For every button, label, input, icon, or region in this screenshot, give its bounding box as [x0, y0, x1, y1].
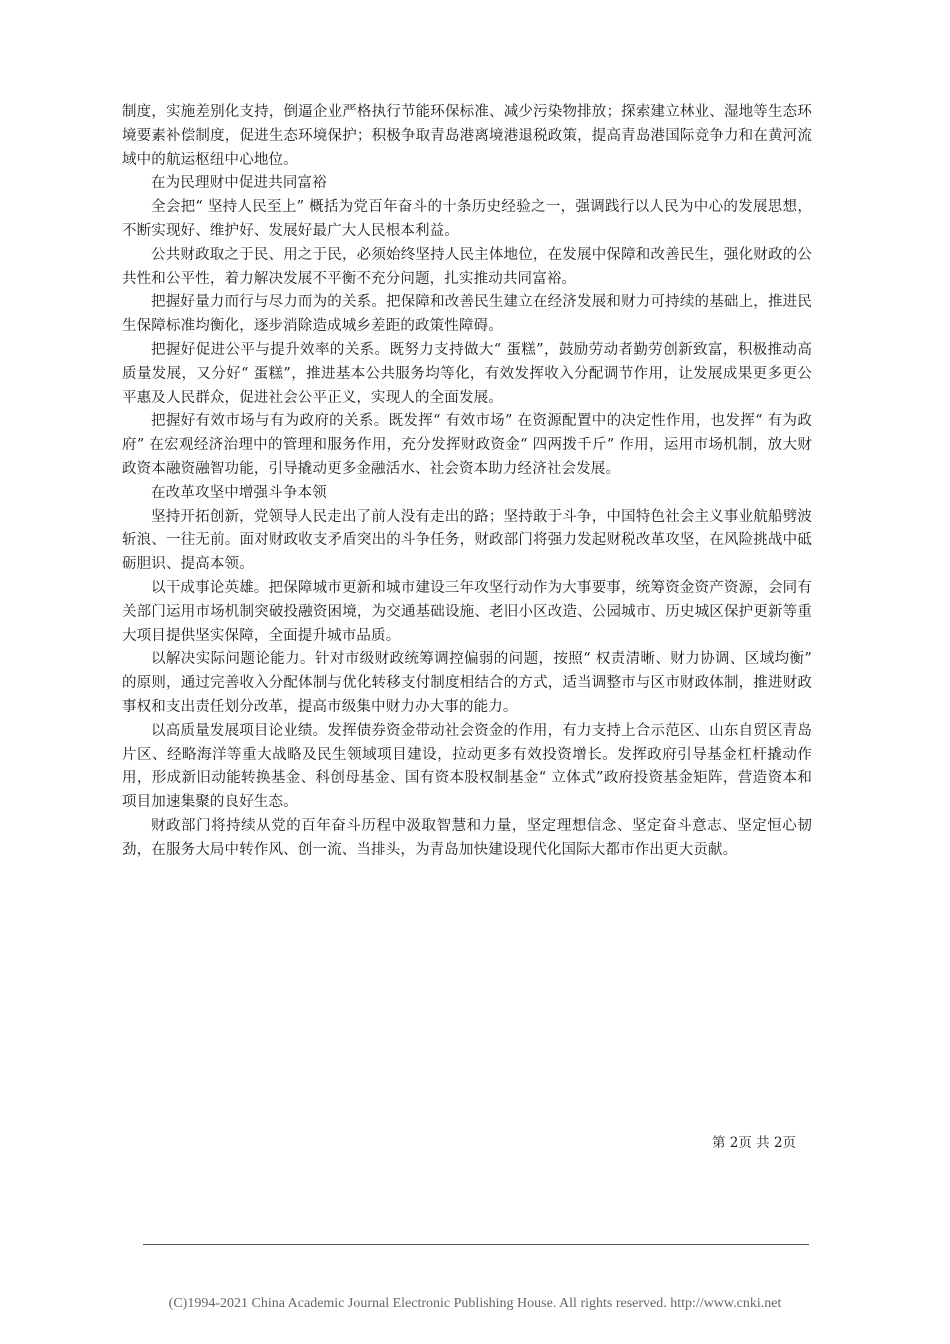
article-body [122, 101, 812, 863]
page-number: 第 2页 共 2页 [712, 1135, 797, 1151]
footer-divider [143, 1244, 809, 1245]
paragraph: 把握好促进公平与提升效率的关系。既努力支持做大“ 蛋糕”，鼓励劳动者勤劳创新致富，积极推动高质量发展，又分好“ 蛋糕”，推进基本公共服务均等化，有效发挥收入分配调节作用，让发展成果更多更公平惠及人民群众，促进社会公平正义，实现人的全面发展。 [122, 341, 812, 406]
paragraph: 把握好量力而行与尽力而为的关系。把保障和改善民生建立在经济发展和财力可持续的基础上，推进民生保障标准均衡化，逐步消除造成城乡差距的政策性障碍。 [122, 294, 812, 335]
paragraph: 以干成事论英雄。把保障城市更新和城市建设三年攻坚行动作为大事要事，统筹资金资产资源，会同有关部门运用市场机制突破投融资困境，为交通基础设施、老旧小区改造、公园城市、历史城区保护更新等重大项目提供坚实保障，全面提升城市品质。 [122, 579, 812, 644]
copyright-notice: (C)1994-2021 China Academic Journal Electronic Publishing House. All rights reserved. http://www.cnki.net [168, 1296, 782, 1311]
paragraph: 坚持开拓创新，党领导人民走出了前人没有走出的路；坚持敢于斗争，中国特色社会主义事业航船劈波斩浪、一往无前。面对财政收支矛盾突出的斗争任务，财政部门将强力发起财税改革攻坚，在风险挑战中砥砺胆识、提高本领。 [122, 508, 812, 573]
section-heading: 在改革攻坚中增强斗争本领 [151, 484, 327, 501]
paragraph: 以解决实际问题论能力。针对市级财政统筹调控偏弱的问题，按照“ 权责清晰、财力协调、区域均衡” 的原则，通过完善收入分配体制与优化转移支付制度相结合的方式，适当调整市与区市财政体制，推进财政事权和支出责任划分改革，提高市级集中财力办大事的能力。 [122, 651, 812, 715]
paragraph: 公共财政取之于民、用之于民，必须始终坚持人民主体地位，在发展中保障和改善民生，强化财政的公共性和公平性，着力解决发展不平衡不充分问题，扎实推动共同富裕。 [122, 246, 812, 287]
section-heading: 在为民理财中促进共同富裕 [151, 175, 327, 192]
paragraph: 制度，实施差别化支持，倒逼企业严格执行节能环保标准、减少污染物排放；探索建立林业、湿地等生态环境要素补偿制度，促进生态环境保护；积极争取青岛港离境港退税政策，提高青岛港国际竞争力和在黄河流域中的航运枢纽中心地位。 [122, 104, 812, 168]
paragraph: 全会把“ 坚持人民至上” 概括为党百年奋斗的十条历史经验之一，强调践行以人民为中心的发展思想，不断实现好、维护好、发展好最广大人民根本利益。 [122, 199, 812, 239]
paragraph: 把握好有效市场与有为政府的关系。既发挥“ 有效市场” 在资源配置中的决定性作用，也发挥“ 有为政府” 在宏观经济治理中的管理和服务作用，充分发挥财政资金“ 四两拨千斤” 作用，运用市场机制，放大财政资本融资融智功能，引导撬动更多金融活水、社会资本助力经济社会发展。 [122, 413, 812, 477]
paragraph: 财政部门将持续从党的百年奋斗历程中汲取智慧和力量，坚定理想信念、坚定奋斗意志、坚定恒心韧劲，在服务大局中转作风、创一流、当排头，为青岛加快建设现代化国际大都市作出更大贡献。 [122, 817, 812, 858]
paragraph: 以高质量发展项目论业绩。发挥债券资金带动社会资金的作用，有力支持上合示范区、山东自贸区青岛片区、经略海洋等重大战略及民生领域项目建设，拉动更多有效投资增长。发挥政府引导基金杠杆撬动作用，形成新旧动能转换基金、科创母基金、国有资本股权制基金“ 立体式”政府投资基金矩阵，营造资本和项目加速集聚的良好生态。 [122, 722, 812, 811]
